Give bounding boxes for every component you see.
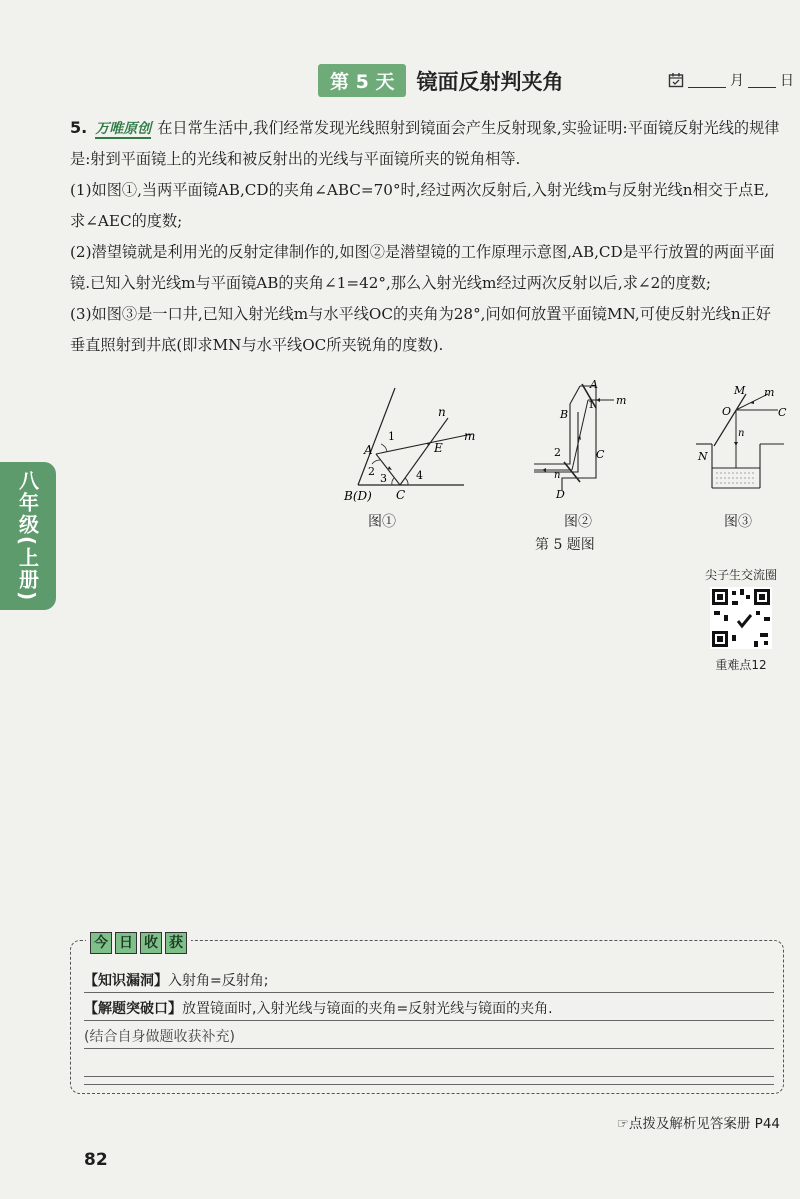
fig2-label-m: m — [616, 394, 627, 407]
fig2-caption: 图② — [564, 514, 592, 530]
qr-code-icon[interactable] — [710, 587, 772, 649]
fig3-label-m: m — [764, 386, 775, 399]
fig2-label-D: D — [556, 488, 565, 501]
harvest-char-3: 收 — [140, 932, 162, 954]
fig3-label-n: n — [738, 428, 745, 439]
grade-side-tab: 八年级(上册) — [0, 462, 56, 610]
qr-top-label: 尖子生交流圈 — [704, 568, 777, 582]
day-badge: 第 5 天 — [318, 64, 406, 97]
harvest-char-1: 今 — [90, 932, 112, 954]
page-header — [318, 64, 563, 97]
problem-5 — [70, 112, 782, 361]
fig1-label-C: C — [396, 488, 406, 502]
fig2-label-A: A — [590, 378, 598, 391]
fig3-label-C: C — [778, 406, 787, 419]
page-number: 82 — [84, 1150, 108, 1170]
knowledge-gap-text: 入射角=反射角; — [168, 973, 269, 989]
supplement-hint: (结合自身做题收获补充) — [84, 1029, 235, 1045]
fig1-label-B: B(D) — [344, 489, 372, 503]
harvest-char-2: 日 — [115, 932, 137, 954]
breakthrough-text: 放置镜面时,入射光线与镜面的夹角=反射光线与镜面的夹角. — [182, 1001, 553, 1017]
problem-number: 5. — [70, 118, 88, 137]
problem-part-1: (1)如图①,当两平面镜AB,CD的夹角∠ABC=70°时,经过两次反射后,入射光线m与反射光线n相交于点E,求∠AEC的度数; — [70, 181, 770, 230]
original-tag: 万唯原创 — [95, 121, 152, 137]
fig1-angle-1: 1 — [388, 430, 395, 443]
problem-part-3: (3)如图③是一口井,已知入射光线m与水平线OC的夹角为28°,问如何放置平面镜MN,可使反射光线n正好垂直照射到井底(即求MN与水平线OC所夹锐角的度数). — [70, 305, 771, 354]
figure-1 — [330, 382, 490, 506]
fig3-label-N: N — [698, 450, 708, 463]
knowledge-gap-label: 【知识漏洞】 — [84, 973, 168, 989]
problem-intro — [70, 112, 782, 175]
fig1-caption: 图① — [368, 514, 396, 530]
breakthrough-label: 【解题突破口】 — [84, 1001, 182, 1017]
harvest-line-supplement[interactable] — [84, 1026, 774, 1049]
fig2-angle-1: 1 — [588, 400, 595, 411]
month-blank[interactable] — [688, 73, 726, 88]
month-label: 月 — [730, 73, 744, 89]
page-title: 镜面反射判夹角 — [416, 69, 564, 94]
day-blank[interactable] — [748, 73, 776, 88]
fig1-label-E: E — [434, 441, 443, 455]
fig2-angle-2: 2 — [554, 446, 561, 459]
harvest-line-blank-2[interactable] — [84, 1062, 774, 1085]
fig3-label-O: O — [722, 405, 732, 418]
harvest-line-breakthrough[interactable] — [84, 998, 774, 1021]
figure-2 — [526, 378, 636, 502]
fig1-angle-2: 2 — [368, 465, 375, 478]
fig1-label-n: n — [438, 405, 446, 419]
date-field — [668, 70, 794, 90]
problem-part-2: (2)潜望镜就是利用光的反射定律制作的,如图②是潜望镜的工作原理示意图,AB,CD是平行放置的两面平面镜.已知入射光线m与平面镜AB的夹角∠1=42°,那么入射光线m经过两次反射以后,求∠2的度数; — [70, 243, 775, 292]
fig3-label-M: M — [734, 384, 746, 397]
fig3-caption: 图③ — [724, 514, 752, 530]
fig1-label-m: m — [464, 429, 476, 443]
harvest-line-knowledge[interactable] — [84, 970, 774, 993]
figure-group-caption: 第 5 题图 — [535, 537, 595, 553]
fig1-angle-4: 4 — [416, 469, 423, 482]
day-label: 日 — [780, 73, 794, 89]
today-harvest-title — [86, 932, 191, 954]
fig1-angle-3: 3 — [380, 472, 387, 485]
harvest-char-4: 获 — [165, 932, 187, 954]
fig2-label-C: C — [596, 448, 605, 461]
qr-bottom-label: 重难点12 — [715, 658, 767, 672]
answer-reference: ☞点拨及解析见答案册 P44 — [616, 1116, 780, 1132]
fig2-label-n: n — [554, 470, 561, 481]
figure-3 — [692, 382, 792, 492]
qr-section — [696, 566, 786, 673]
fig2-label-B: B — [560, 408, 569, 421]
calendar-icon — [668, 72, 684, 88]
problem-intro-text: 在日常生活中,我们经常发现光线照射到镜面会产生反射现象,实验证明:平面镜反射光线的规律是:射到平面镜上的光线和被反射出的光线与平面镜所夹的锐角相等. — [70, 119, 780, 168]
fig1-label-A: A — [364, 443, 373, 457]
